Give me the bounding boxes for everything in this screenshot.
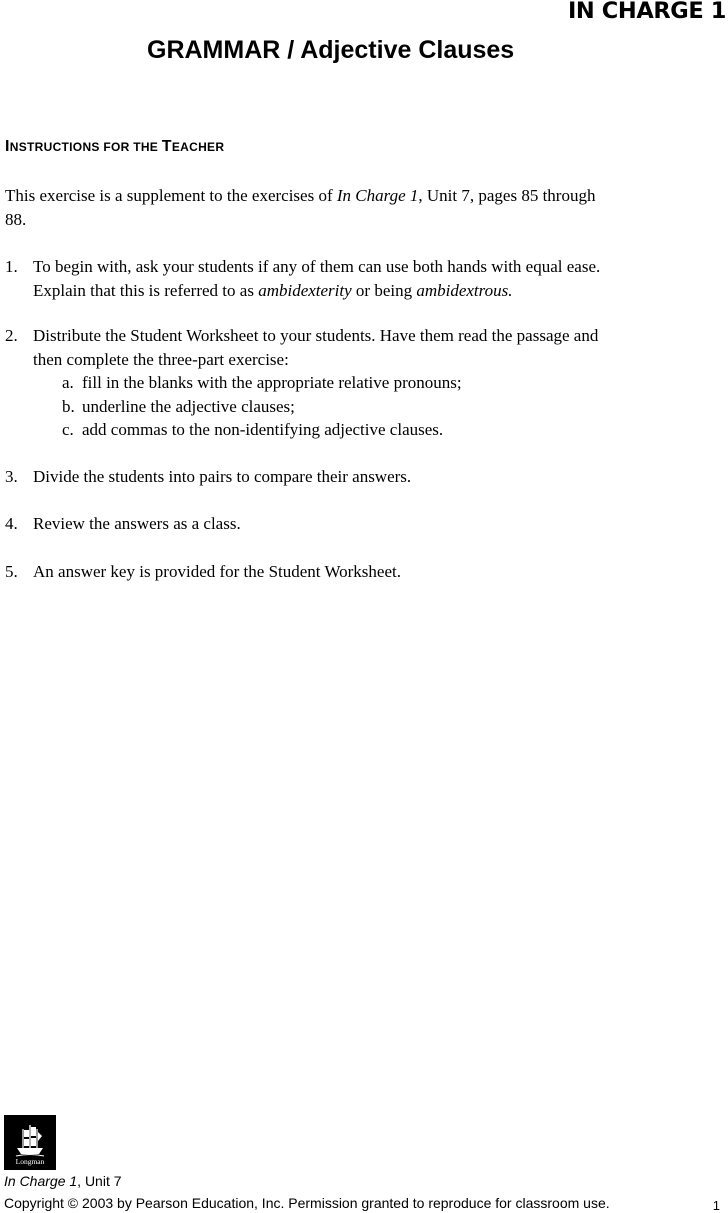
page-title: GRAMMAR / Adjective Clauses bbox=[147, 36, 515, 64]
footer-unit bbox=[4, 1173, 122, 1189]
sub-item-letter: b. bbox=[62, 396, 75, 416]
step-text: Review the answers as a class. bbox=[33, 514, 241, 533]
term-ambidexterity: ambidexterity bbox=[258, 280, 352, 300]
step-number: 2. bbox=[5, 326, 18, 345]
step-number: 3. bbox=[5, 467, 18, 486]
heading-rest-1: NSTRUCTIONS FOR THE bbox=[9, 140, 162, 154]
step-text: An answer key is provided for the Student Worksheet. bbox=[33, 562, 401, 581]
term-ambidextrous: ambidextrous. bbox=[416, 280, 513, 300]
footer-unit-text: , Unit 7 bbox=[77, 1173, 122, 1189]
step-continuation bbox=[5, 279, 600, 303]
step-number: 1. bbox=[5, 257, 18, 276]
step-2 bbox=[5, 324, 598, 442]
step-1 bbox=[5, 255, 600, 302]
intro-book-title: In Charge 1 bbox=[336, 186, 419, 205]
footer-book-title: In Charge 1 bbox=[4, 1173, 78, 1189]
intro-paragraph bbox=[5, 184, 595, 231]
footer-copyright: Copyright © 2003 by Pearson Education, Inc. Permission granted to reproduce for classroom use. bbox=[4, 1195, 610, 1211]
step-5 bbox=[5, 560, 401, 584]
step-4 bbox=[5, 512, 241, 536]
step-text: Divide the students into pairs to compare their answers. bbox=[33, 467, 412, 486]
sub-item-letter: a. bbox=[62, 373, 74, 392]
logo-text: Longman bbox=[15, 1157, 45, 1166]
section-heading bbox=[5, 138, 224, 156]
step-number: 5. bbox=[5, 562, 18, 581]
step-3 bbox=[5, 465, 411, 489]
step-text: Distribute the Student Worksheet to your students. Have them read the passage and bbox=[33, 326, 599, 345]
intro-text: This exercise is a supplement to the exercises of bbox=[5, 186, 337, 205]
sub-item-text: fill in the blanks with the appropriate relative pronouns; bbox=[82, 373, 462, 392]
sub-item bbox=[5, 395, 598, 419]
step-text: Explain that this is referred to as bbox=[33, 280, 259, 300]
intro-text-after: , Unit 7, pages 85 through bbox=[418, 186, 596, 205]
intro-line-2: 88. bbox=[5, 209, 27, 229]
page-number: 1 bbox=[712, 1198, 720, 1213]
longman-logo bbox=[4, 1115, 56, 1170]
sub-item-text: add commas to the non-identifying adjective clauses. bbox=[82, 420, 444, 439]
brand-name: IN CHARGE 1 bbox=[567, 0, 726, 24]
sub-item bbox=[5, 371, 598, 395]
sub-item-text: underline the adjective clauses; bbox=[82, 396, 295, 416]
step-text: To begin with, ask your students if any of them can use both hands with equal ease. bbox=[33, 257, 601, 276]
heading-cap-i: I bbox=[5, 138, 10, 155]
heading-rest-2: EACHER bbox=[171, 140, 225, 154]
sub-item-letter: c. bbox=[62, 420, 74, 439]
sub-item bbox=[5, 418, 598, 442]
step-continuation: then complete the three-part exercise: bbox=[33, 349, 289, 369]
step-number: 4. bbox=[5, 514, 18, 533]
step-text: or being bbox=[351, 280, 417, 300]
heading-cap-t: T bbox=[161, 138, 172, 155]
